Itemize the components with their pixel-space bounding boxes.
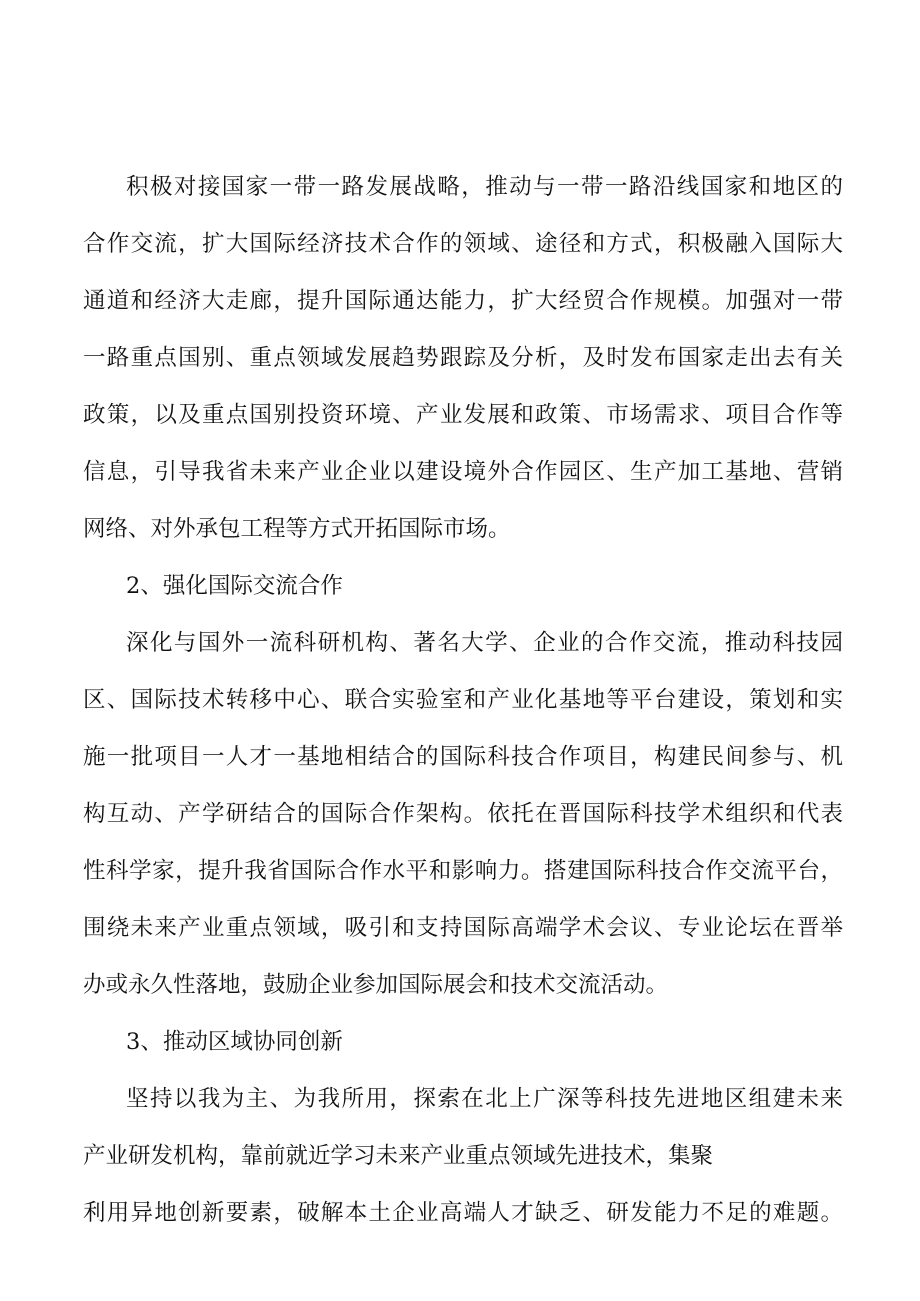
paragraph-1-line-1: 积极对接国家一带一路发展战略，推动与一带一路沿线国家和地区的 — [126, 174, 843, 200]
paragraph-2-line-5: 性科学家，提升我省国际合作水平和影响力。搭建国际科技合作交流平台， — [83, 858, 843, 884]
paragraph-3-line-1: 坚持以我为主、为我所用，探索在北上广深等科技先进地区组建未来 — [126, 1086, 843, 1112]
paragraph-2-line-4: 构互动、产学研结合的国际合作架构。依托在晋国际科技学术组织和代表 — [83, 801, 843, 827]
paragraph-1-line-4: 一路重点国别、重点领域发展趋势跟踪及分析，及时发布国家走出去有关 — [83, 345, 843, 371]
section-heading-3: 3、推动区域协同创新 — [126, 1029, 343, 1055]
paragraph-1-line-3: 通道和经济大走廊，提升国际通达能力，扩大经贸合作规模。加强对一带 — [83, 288, 843, 314]
paragraph-3-line-3: 利用异地创新要素，破解本土企业高端人才缺乏、研发能力不足的难题。 — [83, 1200, 843, 1226]
section-heading-2: 2、强化国际交流合作 — [126, 573, 343, 599]
paragraph-1-line-7: 网络、对外承包工程等方式开拓国际市场。 — [83, 516, 511, 542]
paragraph-1-line-2: 合作交流，扩大国际经济技术合作的领域、途径和方式，积极融入国际大 — [83, 231, 843, 257]
paragraph-2-line-7: 办或永久性落地，鼓励企业参加国际展会和技术交流活动。 — [83, 972, 669, 998]
paragraph-2-line-3: 施一批项目一人才一基地相结合的国际科技合作项目，构建民间参与、机 — [83, 744, 843, 770]
paragraph-3-line-2: 产业研发机构，靠前就近学习未来产业重点领域先进技术，集聚 — [83, 1143, 714, 1169]
paragraph-2-line-6: 围绕未来产业重点领域，吸引和支持国际高端学术会议、专业论坛在晋举 — [83, 915, 843, 941]
paragraph-2-line-1: 深化与国外一流科研机构、著名大学、企业的合作交流，推动科技园 — [126, 630, 843, 656]
paragraph-1-line-5: 政策，以及重点国别投资环境、产业发展和政策、市场需求、项目合作等 — [83, 402, 843, 428]
paragraph-2-line-2: 区、国际技术转移中心、联合实验室和产业化基地等平台建设，策划和实 — [83, 687, 843, 713]
paragraph-1-line-6: 信息，引导我省未来产业企业以建设境外合作园区、生产加工基地、营销 — [83, 459, 843, 485]
